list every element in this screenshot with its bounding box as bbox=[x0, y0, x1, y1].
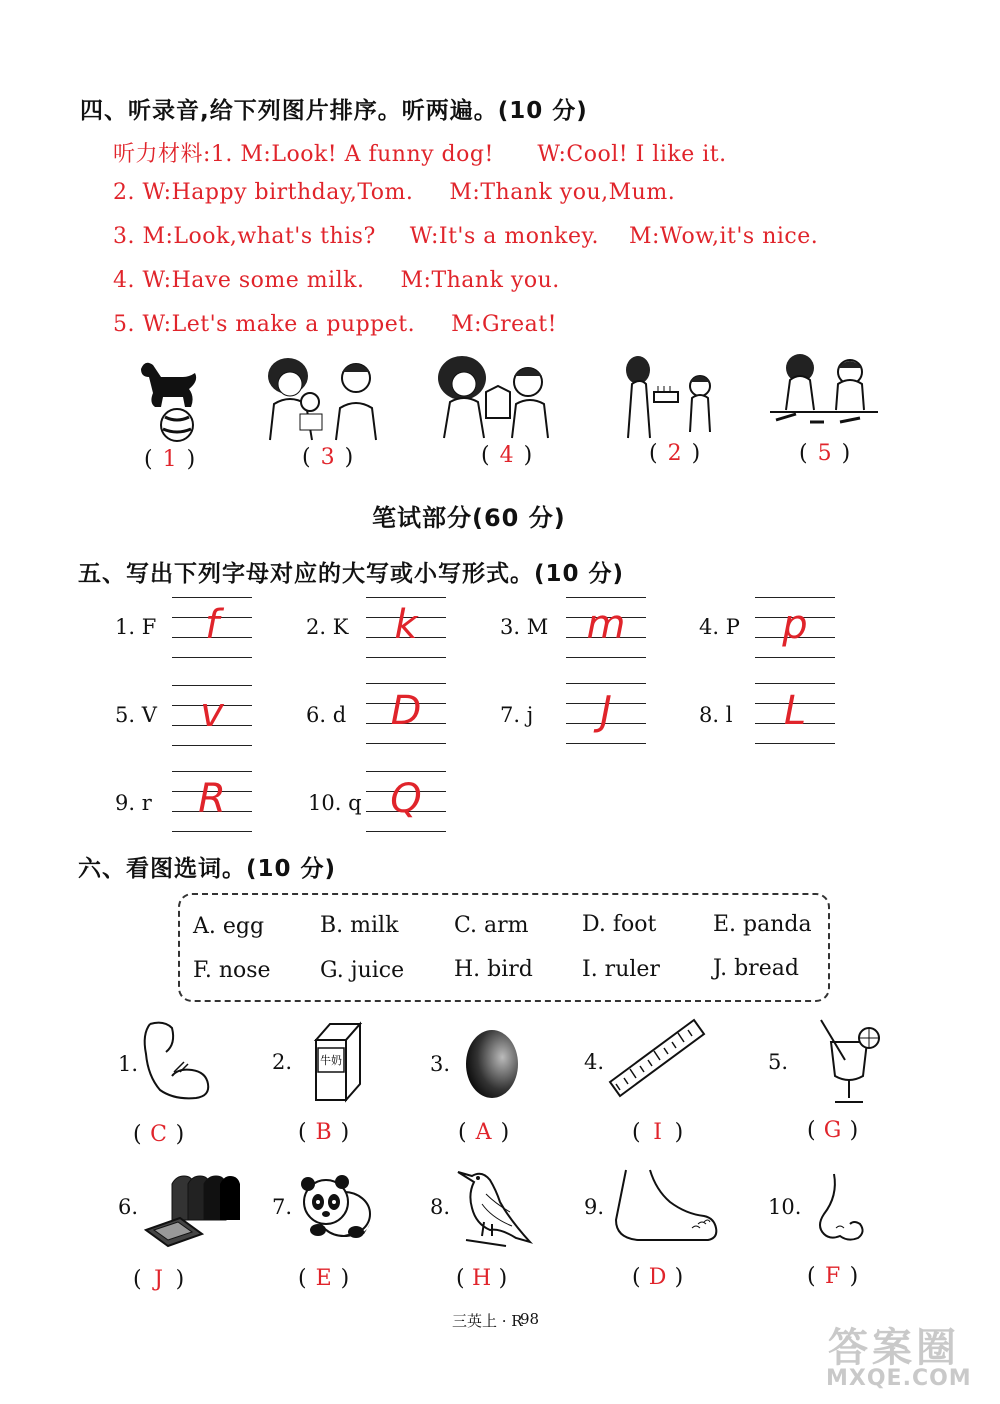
picture-number-5: 5. bbox=[768, 1050, 789, 1074]
word-option-d: D. foot bbox=[582, 912, 657, 937]
word-option-i: I. ruler bbox=[582, 957, 660, 982]
letter-label-8: 8. l bbox=[699, 703, 733, 727]
letter-answer-6: D bbox=[390, 688, 422, 734]
picture-answer-3: ( A ) bbox=[458, 1120, 510, 1145]
letter-label-2: 2. K bbox=[306, 615, 349, 639]
picture-answer-8: ( H ) bbox=[456, 1266, 508, 1291]
writing-lines-3 bbox=[566, 597, 646, 659]
section4-heading: 四、听录音,给下列图片排序。听两遍。(10 分) bbox=[80, 98, 588, 124]
letter-label-10: 10. q bbox=[308, 791, 362, 815]
picture-number-4: 4. bbox=[584, 1050, 605, 1074]
milk-carton-picture bbox=[310, 1020, 370, 1104]
dog-on-ball-picture bbox=[135, 355, 205, 445]
writing-lines-5 bbox=[172, 685, 252, 747]
word-option-a: A. egg bbox=[193, 914, 265, 939]
listening-line-4: 4. W:Have some milk. M:Thank you. bbox=[113, 268, 560, 293]
picture-answer-4: ( I ) bbox=[632, 1120, 684, 1145]
word-option-f: F. nose bbox=[193, 958, 271, 983]
word-option-c: C. arm bbox=[454, 913, 529, 938]
order-answer-4: ( 2 ) bbox=[649, 441, 701, 466]
letter-answer-2: k bbox=[394, 602, 418, 648]
letter-answer-1: f bbox=[204, 602, 220, 648]
picture-answer-6: ( J ) bbox=[133, 1267, 185, 1292]
nose-picture bbox=[812, 1172, 872, 1252]
word-option-b: B. milk bbox=[320, 913, 399, 938]
picture-number-7: 7. bbox=[272, 1195, 293, 1219]
bread-picture bbox=[142, 1170, 242, 1250]
monkey-toy-picture bbox=[260, 352, 380, 442]
letter-answer-10: Q bbox=[390, 776, 422, 822]
written-section-title: 笔试部分(60 分) bbox=[372, 504, 566, 532]
footer-label: 三英上 · R bbox=[452, 1312, 523, 1330]
word-option-j: J. bread bbox=[713, 956, 799, 981]
picture-number-1: 1. bbox=[118, 1052, 139, 1076]
letter-label-3: 3. M bbox=[500, 615, 549, 639]
writing-lines-9 bbox=[172, 771, 252, 833]
writing-lines-10 bbox=[366, 771, 446, 833]
page-number: 98 bbox=[520, 1310, 540, 1328]
listening-line-5: 5. W:Let's make a puppet. M:Great! bbox=[113, 312, 557, 337]
ruler-picture bbox=[606, 1016, 706, 1106]
bird-picture bbox=[456, 1164, 536, 1256]
letter-answer-8: L bbox=[783, 688, 807, 734]
picture-number-3: 3. bbox=[430, 1052, 451, 1076]
writing-lines-6 bbox=[366, 683, 446, 745]
panda-picture bbox=[298, 1172, 374, 1242]
letter-answer-5: v bbox=[200, 690, 224, 736]
milk-picture bbox=[430, 352, 550, 442]
watermark-logo: 答案圈 bbox=[828, 1325, 960, 1371]
puppet-making-picture bbox=[770, 350, 880, 440]
birthday-cake-picture bbox=[620, 352, 720, 442]
letter-answer-3: m bbox=[586, 602, 626, 648]
writing-lines-8 bbox=[755, 683, 835, 745]
egg-picture bbox=[462, 1028, 522, 1100]
listening-line-3: 3. M:Look,what's this? W:It's a monkey. M:Wow,it's nice. bbox=[113, 224, 819, 249]
picture-answer-7: ( E ) bbox=[298, 1266, 350, 1291]
listening-line-2: 2. W:Happy birthday,Tom. M:Thank you,Mum. bbox=[113, 180, 676, 205]
word-bank bbox=[178, 893, 830, 1002]
picture-answer-5: ( G ) bbox=[807, 1118, 859, 1143]
picture-answer-10: ( F ) bbox=[807, 1264, 859, 1289]
watermark-url: MXQE.COM bbox=[826, 1366, 972, 1391]
word-option-e: E. panda bbox=[713, 912, 812, 937]
picture-answer-1: ( C ) bbox=[133, 1122, 185, 1147]
picture-number-8: 8. bbox=[430, 1195, 451, 1219]
letter-label-9: 9. r bbox=[115, 791, 152, 815]
section6-heading: 六、看图选词。(10 分) bbox=[78, 856, 337, 882]
letter-label-7: 7. j bbox=[500, 703, 534, 727]
arm-picture bbox=[140, 1020, 212, 1102]
writing-lines-7 bbox=[566, 683, 646, 745]
letter-label-6: 6. d bbox=[306, 703, 347, 727]
letter-answer-7: J bbox=[600, 688, 612, 734]
letter-answer-4: p bbox=[782, 602, 808, 648]
picture-number-9: 9. bbox=[584, 1195, 605, 1219]
listening-line-1: 听力材料:1. M:Look! A funny dog! W:Cool! I like it. bbox=[113, 142, 727, 167]
letter-label-4: 4. P bbox=[699, 615, 740, 639]
word-option-h: H. bird bbox=[454, 957, 533, 982]
letter-label-5: 5. V bbox=[115, 703, 157, 727]
picture-answer-9: ( D ) bbox=[632, 1265, 684, 1290]
juice-glass-picture bbox=[815, 1016, 885, 1106]
picture-number-10: 10. bbox=[768, 1195, 802, 1219]
writing-lines-4 bbox=[755, 597, 835, 659]
order-answer-3: ( 4 ) bbox=[481, 443, 533, 468]
picture-number-6: 6. bbox=[118, 1195, 139, 1219]
order-answer-1: ( 1 ) bbox=[144, 447, 196, 472]
writing-lines-2 bbox=[366, 597, 446, 659]
script-label: 听力材料: bbox=[113, 142, 211, 167]
letter-answer-9: R bbox=[198, 776, 226, 822]
order-answer-2: ( 3 ) bbox=[302, 445, 354, 470]
picture-number-2: 2. bbox=[272, 1050, 293, 1074]
picture-answer-2: ( B ) bbox=[298, 1120, 350, 1145]
section5-heading: 五、写出下列字母对应的大写或小写形式。(10 分) bbox=[78, 561, 625, 587]
word-option-g: G. juice bbox=[320, 958, 405, 983]
order-answer-5: ( 5 ) bbox=[799, 441, 851, 466]
letter-label-1: 1. F bbox=[115, 615, 157, 639]
writing-lines-1 bbox=[172, 597, 252, 659]
foot-picture bbox=[608, 1168, 718, 1248]
milk-carton-label: 牛奶 bbox=[320, 1054, 342, 1067]
